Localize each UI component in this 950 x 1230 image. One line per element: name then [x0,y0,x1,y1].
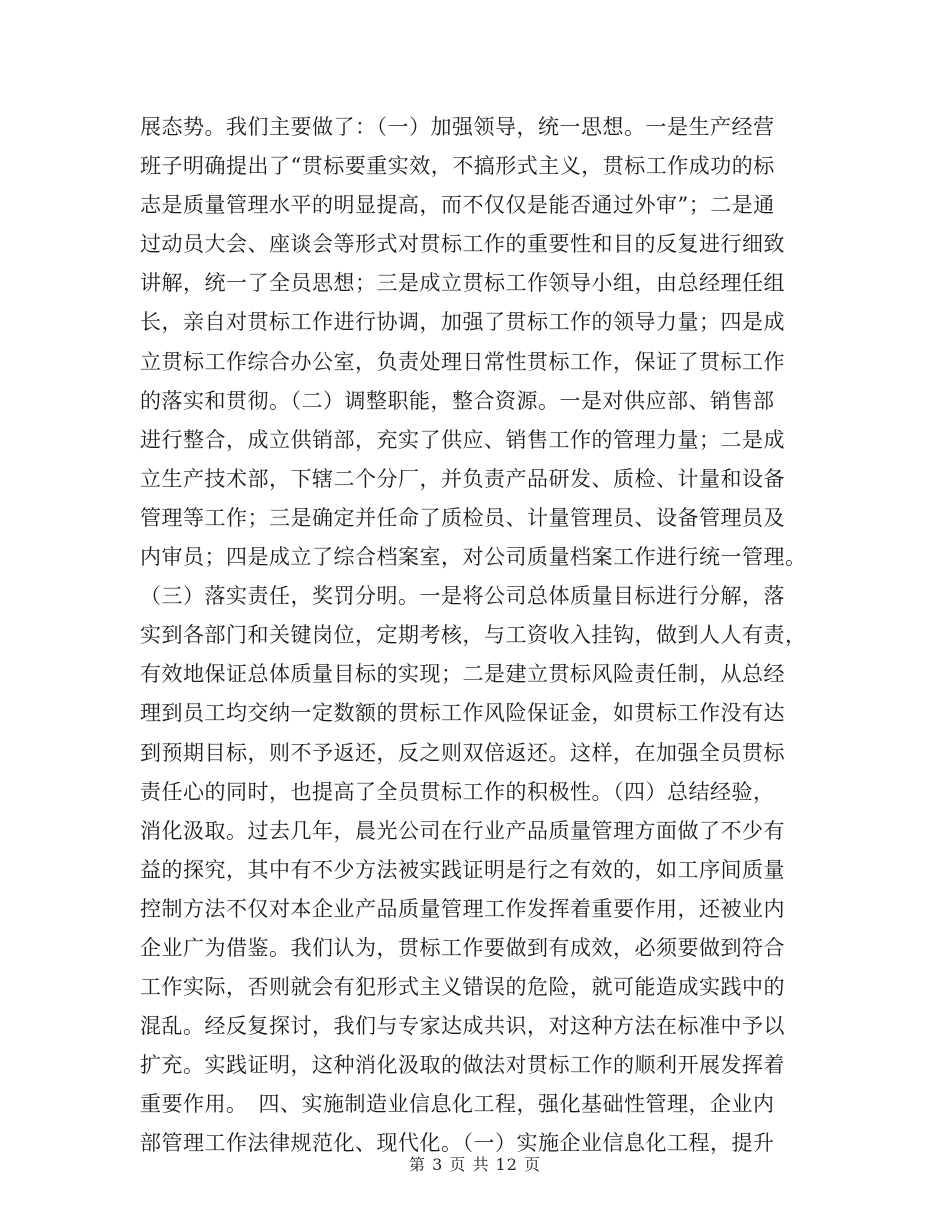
text-line: 展态势。我们主要做了：（一）加强领导，统一思想。一是生产经营 [140,115,775,139]
text-line: 立生产技术部，下辖二个分厂，并负责产品研发、质检、计量和设备 [140,466,785,491]
text-line: 班子明确提出了“贯标要重实效，不搞形式主义，贯标工作成功的标 [140,154,775,179]
text-line: 扩充。实践证明，这种消化汲取的做法对贯标工作的顺利开展发挥着 [140,1053,785,1078]
text-line: 进行整合，成立供销部，充实了供应、销售工作的管理力量；二是成 [140,427,785,452]
text-line: 部管理工作法律规范化、现代化。（一）实施企业信息化工程，提升 [140,1131,775,1156]
text-line: 过动员大会、座谈会等形式对贯标工作的重要性和目的反复进行细致 [140,232,785,257]
text-line: 内审员；四是成立了综合档案室，对公司质量档案工作进行统一管理。 [140,545,807,570]
text-line: 到预期目标，则不予返还，反之则双倍返还。这样，在加强全员贯标 [140,740,785,765]
text-line: 长，亲自对贯标工作进行协调，加强了贯标工作的领导力量；四是成 [140,310,785,335]
body-text [140,108,820,1164]
text-line: 管理等工作；三是确定并任命了质检员、计量管理员、设备管理员及 [140,505,785,530]
text-line: 立贯标工作综合办公室，负责处理日常性贯标工作，保证了贯标工作 [140,349,785,374]
text-line: 工作实际，否则就会有犯形式主义错误的危险，就可能造成实践中的 [140,975,785,1000]
text-line: 的落实和贯彻。（二）调整职能，整合资源。一是对供应部、销售部 [140,388,775,413]
text-line: 消化汲取。过去几年，晨光公司在行业产品质量管理方面做了不少有 [140,818,785,843]
text-line: 讲解，统一了全员思想；三是成立贯标工作领导小组，由总经理任组 [140,271,785,296]
text-line: 重要作用。 四、实施制造业信息化工程，强化基础性管理，企业内 [140,1092,775,1117]
text-line: 益的探究，其中有不少方法被实践证明是行之有效的，如工序间质量 [140,857,785,882]
text-line: 有效地保证总体质量目标的实现；二是建立贯标风险责任制，从总经 [140,662,785,687]
text-line: 实到各部门和关键岗位，定期考核，与工资收入挂钩，做到人人有责， [140,623,807,648]
text-line: 责任心的同时，也提高了全员贯标工作的积极性。（四）总结经验， [140,779,775,804]
text-line: （三）落实责任，奖罚分明。一是将公司总体质量目标进行分解，落 [140,584,785,609]
text-line: 理到员工均交纳一定数额的贯标工作风险保证金，如贯标工作没有达 [140,701,785,726]
text-line: 志是质量管理水平的明显提高，而不仅仅是能否通过外审”；二是通 [140,193,775,218]
text-line: 控制方法不仅对本企业产品质量管理工作发挥着重要作用，还被业内 [140,896,785,921]
text-line: 混乱。经反复探讨，我们与专家达成共识，对这种方法在标准中予以 [140,1014,785,1039]
page-number-footer: 第 3 页 共 12 页 [409,1155,541,1174]
text-line: 企业广为借鉴。我们认为，贯标工作要做到有成效，必须要做到符合 [140,935,785,960]
